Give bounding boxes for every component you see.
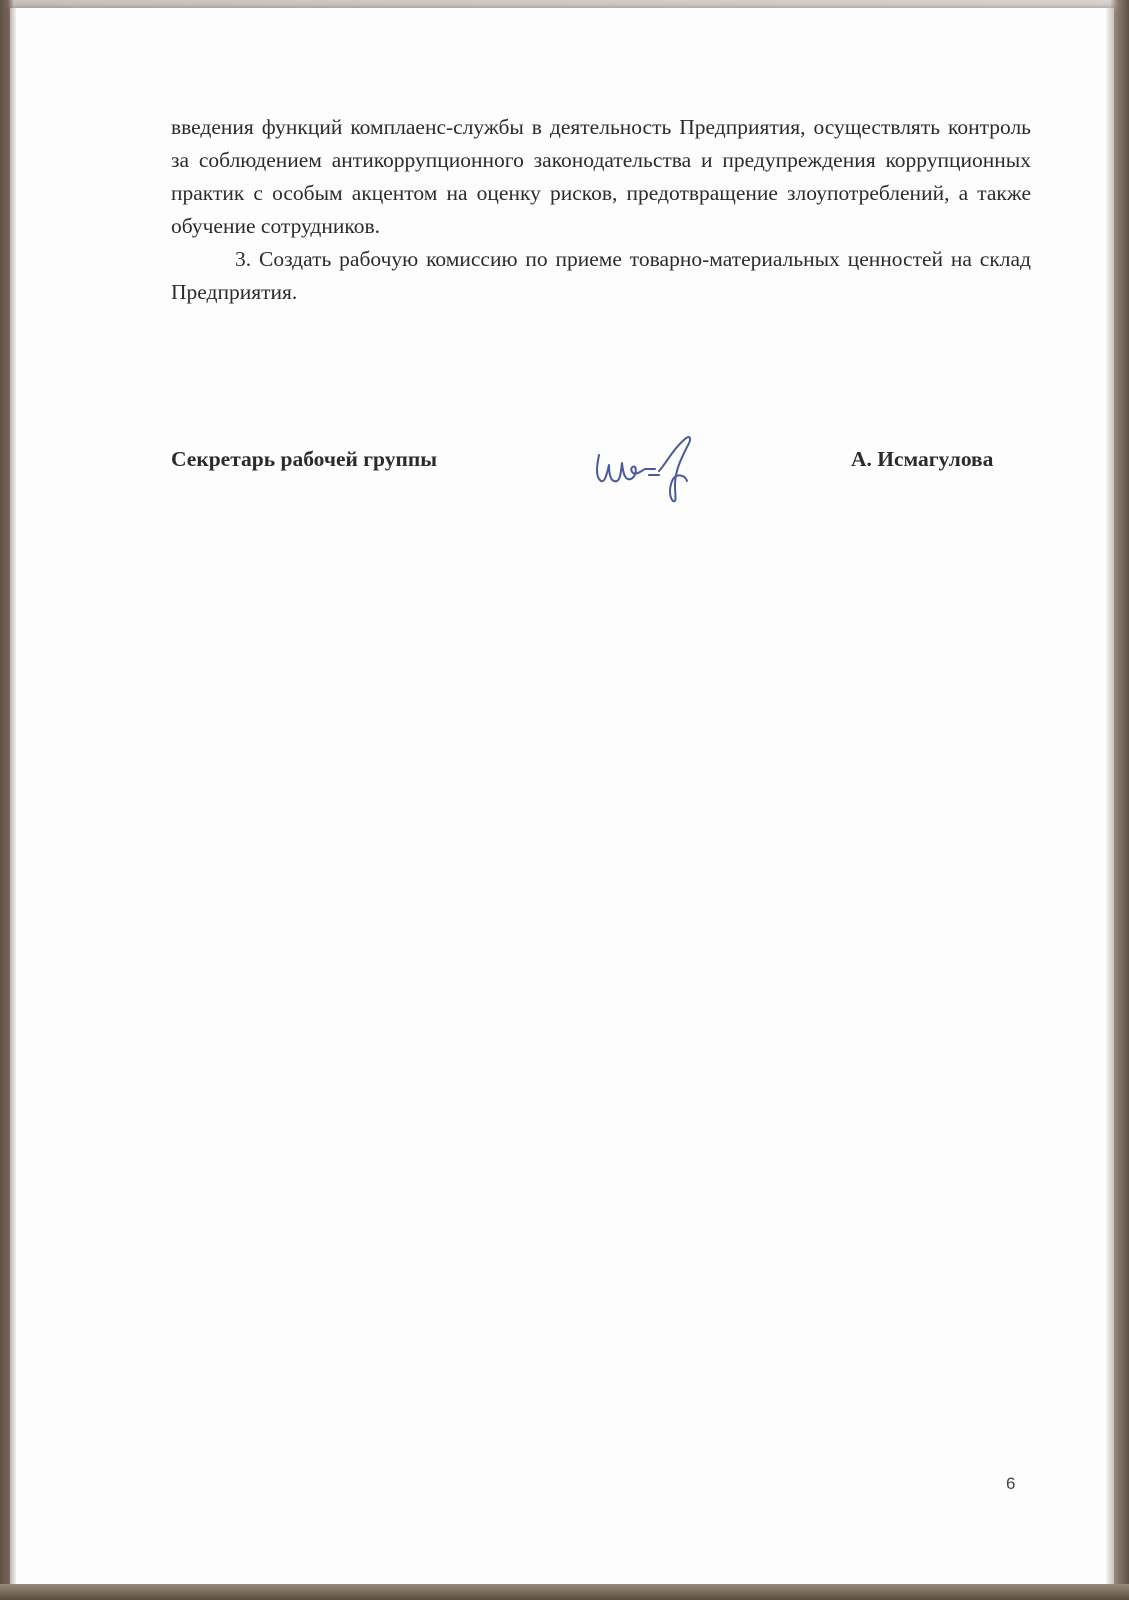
paragraph-item-3: 3. Создать рабочую комиссию по приеме товарно-материальных ценностей на склад Предприятия. bbox=[171, 247, 1031, 304]
page-left-edge bbox=[10, 8, 16, 1591]
handwritten-signature bbox=[589, 425, 709, 505]
signatory-name: А. Исмагулова bbox=[851, 447, 994, 471]
signatory-title: Секретарь рабочей группы bbox=[171, 447, 438, 471]
page-number: 6 bbox=[1006, 1474, 1016, 1493]
page-right-edge bbox=[1106, 8, 1114, 1591]
desk-bottom-edge bbox=[0, 1584, 1129, 1600]
paragraph-continuation: введения функций комплаенс-службы в деятельность Предприятия, осуществлять контроль за соблюдением антикоррупционного законодательства и предупреждения коррупционных практик с особым акцентом на оценку рисков, предотвращение злоупотреблений, а также обучение сотрудников. bbox=[171, 115, 1031, 238]
signature-block bbox=[171, 433, 1031, 493]
document-body bbox=[171, 111, 1031, 309]
